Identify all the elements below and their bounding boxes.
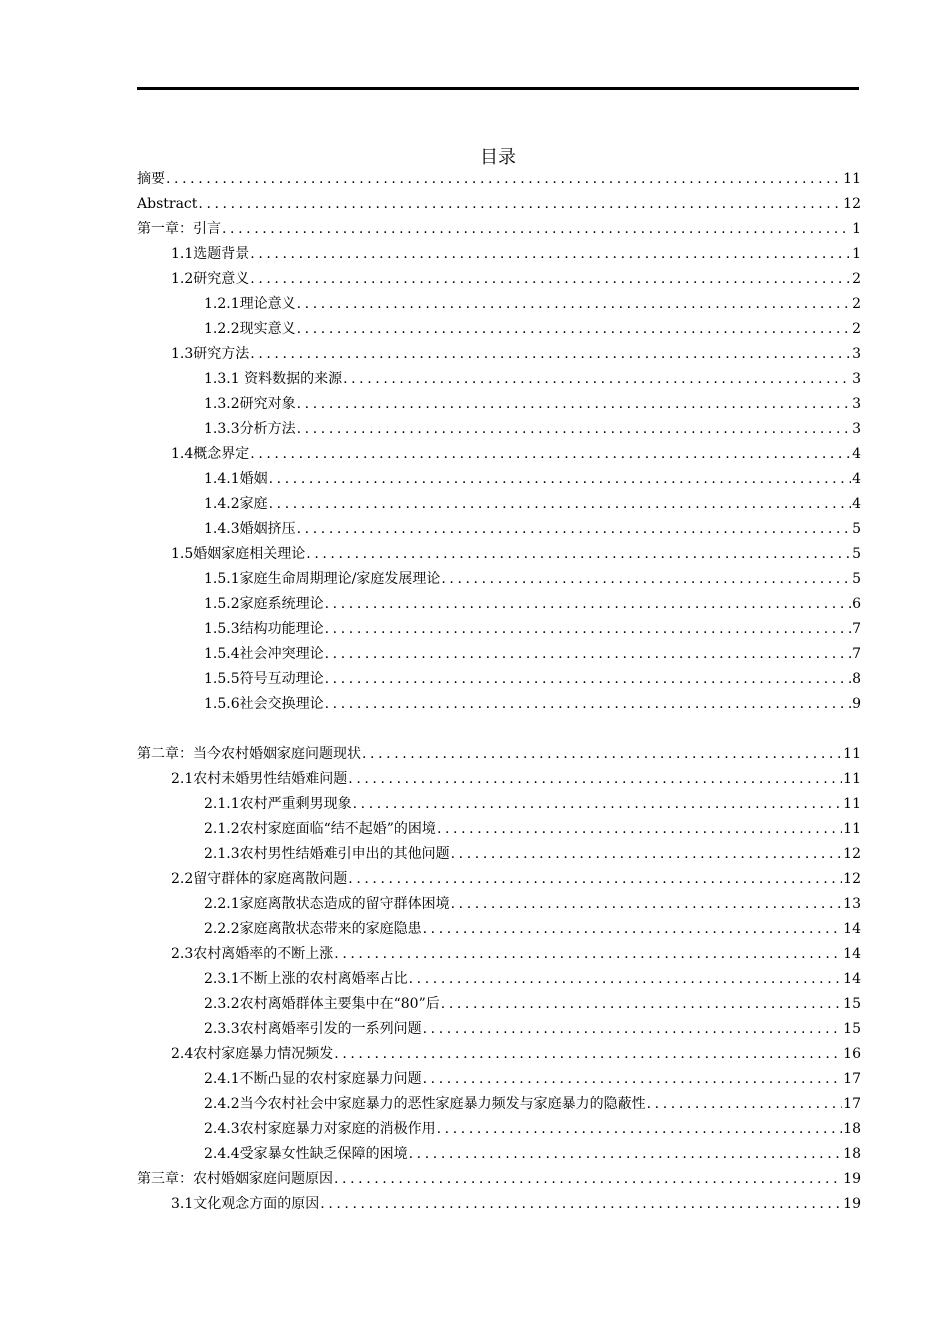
toc-entry[interactable] [137, 417, 861, 442]
toc-entry[interactable] [137, 1042, 861, 1067]
toc-leader-dots [297, 292, 851, 317]
toc-entry-page: 15 [843, 996, 861, 1012]
toc-entry[interactable] [137, 992, 861, 1017]
toc-entry-page: 11 [843, 771, 861, 787]
toc-entry-page: 19 [843, 1196, 861, 1212]
toc-leader-dots [348, 867, 842, 892]
toc-leader-dots [353, 792, 843, 817]
toc-entry-title: 3.1文化观念方面的原因 [171, 1196, 320, 1212]
toc-entry-page: 14 [843, 971, 861, 987]
toc-leader-dots [343, 367, 851, 392]
toc-entry[interactable] [137, 1142, 861, 1167]
toc-entry-title: 1.3.2研究对象 [204, 396, 296, 412]
toc-leader-dots [441, 567, 851, 592]
toc-entry[interactable] [137, 792, 861, 817]
toc-entry-title: 2.1.3农村男性结婚难引申出的其他问题 [204, 846, 450, 862]
toc-entry-title: 2.1.2农村家庭面临“结不起婚”的困境 [204, 821, 436, 837]
toc-entry-page: 14 [843, 921, 861, 937]
toc-leader-dots [325, 667, 851, 692]
toc-entry-page: 11 [843, 171, 861, 187]
toc-entry-page: 17 [843, 1096, 861, 1112]
toc-leader-dots [423, 1017, 843, 1042]
toc-entry-page: 1 [852, 246, 861, 262]
toc-entry-page: 3 [852, 396, 861, 412]
toc-entry-page: 18 [843, 1121, 861, 1137]
toc-entry-page: 6 [852, 596, 861, 612]
toc-entry[interactable] [137, 767, 861, 792]
toc-leader-dots [222, 217, 851, 242]
toc-entry-page: 1 [852, 221, 861, 237]
toc-leader-dots [250, 442, 851, 467]
toc-entry-page: 19 [843, 1171, 861, 1187]
toc-entry-title: 1.4.1婚姻 [204, 471, 268, 487]
toc-leader-dots [250, 242, 851, 267]
toc-entry-title: 2.2.1家庭离散状态造成的留守群体困境 [204, 896, 450, 912]
toc-entry-page: 5 [852, 571, 861, 587]
toc-leader-dots [325, 617, 851, 642]
toc-entry-page: 3 [852, 346, 861, 362]
toc-leader-dots [348, 767, 842, 792]
toc-entry-title: 1.5.4社会冲突理论 [204, 646, 324, 662]
toc-entry-title: 2.4农村家庭暴力情况频发 [171, 1046, 334, 1062]
toc-entry[interactable] [137, 217, 861, 242]
toc-leader-dots [269, 467, 851, 492]
toc-leader-dots [423, 1067, 843, 1092]
toc-leader-dots [306, 542, 851, 567]
toc-entry-page: 3 [852, 421, 861, 437]
toc-entry[interactable] [137, 317, 861, 342]
toc-entry-title: 1.5.6社会交换理论 [204, 696, 324, 712]
toc-entry-title: 1.5.1家庭生命周期理论/家庭发展理论 [204, 571, 441, 587]
toc-entry[interactable] [137, 817, 861, 842]
toc-entry[interactable] [137, 1167, 861, 1192]
toc-entry-page: 9 [852, 696, 861, 712]
toc-entry[interactable] [137, 592, 861, 617]
toc-entry-page: 16 [843, 1046, 861, 1062]
toc-entry-page: 15 [843, 1021, 861, 1037]
toc-entry[interactable] [137, 942, 861, 967]
toc-entry-page: 17 [843, 1071, 861, 1087]
toc-entry-title: 2.4.2当今农村社会中家庭暴力的恶性家庭暴力频发与家庭暴力的隐蔽性 [204, 1096, 646, 1112]
toc-entry-title: 2.3.2农村离婚群体主要集中在“80”后 [204, 996, 440, 1012]
toc-entry[interactable] [137, 467, 861, 492]
toc-entry-page: 4 [852, 496, 861, 512]
toc-entry[interactable] [137, 642, 861, 667]
toc-leader-dots [250, 267, 851, 292]
toc-leader-dots [325, 642, 851, 667]
toc-leader-dots [325, 592, 851, 617]
table-of-contents [137, 167, 861, 1217]
toc-entry-page: 7 [852, 646, 861, 662]
toc-entry[interactable] [137, 1117, 861, 1142]
toc-leader-dots [451, 892, 843, 917]
toc-entry-page: 4 [852, 471, 861, 487]
toc-entry-title: 1.4概念界定 [171, 446, 250, 462]
header-rule [137, 87, 859, 90]
toc-entry-title: 1.3.3分析方法 [204, 421, 296, 437]
toc-entry[interactable] [137, 442, 861, 467]
toc-entry-page: 2 [852, 271, 861, 287]
toc-entry-title: 1.2.1理论意义 [204, 296, 296, 312]
toc-entry-title: 2.2留守群体的家庭离散问题 [171, 871, 348, 887]
toc-leader-dots [423, 917, 843, 942]
toc-entry-title: 2.1.1农村严重剩男现象 [204, 796, 352, 812]
toc-entry[interactable] [137, 367, 861, 392]
toc-entry-title: 第三章：农村婚姻家庭问题原因 [137, 1171, 333, 1187]
toc-entry-title: 2.4.3农村家庭暴力对家庭的消极作用 [204, 1121, 436, 1137]
toc-entry-page: 4 [852, 446, 861, 462]
toc-entry[interactable] [137, 692, 861, 717]
toc-entry-page: 2 [852, 321, 861, 337]
toc-entry-title: 第一章：引言 [137, 221, 221, 237]
toc-entry-title: 1.4.3婚姻挤压 [204, 521, 296, 537]
toc-entry[interactable] [137, 167, 861, 192]
toc-entry-title: 1.3.1 资料数据的来源 [204, 371, 343, 387]
toc-entry[interactable] [137, 842, 861, 867]
toc-leader-dots [297, 317, 851, 342]
toc-entry[interactable] [137, 1067, 861, 1092]
toc-entry-page: 8 [852, 671, 861, 687]
toc-entry-title: 1.5.5符号互动理论 [204, 671, 324, 687]
toc-leader-dots [441, 992, 842, 1017]
toc-entry-page: 11 [843, 746, 861, 762]
toc-leader-dots [320, 1192, 842, 1217]
toc-entry-title: 1.1选题背景 [171, 246, 250, 262]
toc-entry-page: 12 [843, 196, 861, 212]
toc-entry[interactable] [137, 242, 861, 267]
toc-entry-page: 14 [843, 946, 861, 962]
toc-entry-title: 2.3农村离婚率的不断上涨 [171, 946, 334, 962]
toc-entry-title: 1.5.2家庭系统理论 [204, 596, 324, 612]
toc-leader-dots [325, 692, 851, 717]
toc-entry-title: Abstract [137, 196, 198, 212]
toc-entry-title: 第二章：当今农村婚姻家庭问题现状 [137, 746, 361, 762]
toc-leader-dots [437, 817, 842, 842]
toc-entry-page: 7 [852, 621, 861, 637]
toc-entry[interactable] [137, 1092, 861, 1117]
toc-entry[interactable] [137, 517, 861, 542]
toc-entry[interactable] [137, 892, 861, 917]
toc-entry[interactable] [137, 1192, 861, 1217]
toc-leader-dots [362, 742, 842, 767]
toc-entry-title: 1.3研究方法 [171, 346, 250, 362]
toc-entry-title: 2.3.1不断上涨的农村离婚率占比 [204, 971, 408, 987]
toc-entry-title: 2.4.4受家暴女性缺乏保障的困境 [204, 1146, 408, 1162]
toc-entry-page: 11 [843, 796, 861, 812]
toc-leader-dots [437, 1117, 843, 1142]
toc-leader-dots [647, 1092, 843, 1117]
toc-leader-dots [409, 1142, 843, 1167]
toc-entry-page: 12 [843, 871, 861, 887]
toc-entry[interactable] [137, 667, 861, 692]
toc-entry-title: 2.2.2家庭离散状态带来的家庭隐患 [204, 921, 422, 937]
toc-leader-dots [409, 967, 843, 992]
toc-title: 目录 [480, 147, 516, 168]
toc-entry[interactable] [137, 967, 861, 992]
toc-leader-dots [297, 392, 851, 417]
toc-entry-title: 1.5.3结构功能理论 [204, 621, 324, 637]
toc-entry[interactable] [137, 617, 861, 642]
toc-leader-dots [451, 842, 843, 867]
toc-entry-page: 5 [852, 521, 861, 537]
toc-leader-dots [334, 1042, 842, 1067]
toc-entry-title: 2.3.3农村离婚率引发的一系列问题 [204, 1021, 422, 1037]
toc-entry[interactable] [137, 342, 861, 367]
toc-entry[interactable] [137, 917, 861, 942]
toc-entry-title: 1.2.2现实意义 [204, 321, 296, 337]
toc-leader-dots [297, 417, 851, 442]
toc-entry[interactable] [137, 542, 861, 567]
toc-entry-title: 1.4.2家庭 [204, 496, 268, 512]
toc-entry-page: 2 [852, 296, 861, 312]
toc-entry[interactable] [137, 492, 861, 517]
toc-entry[interactable] [137, 867, 861, 892]
toc-entry-page: 12 [843, 846, 861, 862]
toc-entry-title: 摘要 [137, 171, 165, 187]
toc-entry[interactable] [137, 1017, 861, 1042]
toc-leader-dots [334, 942, 842, 967]
toc-leader-dots [334, 1167, 842, 1192]
toc-entry[interactable] [137, 292, 861, 317]
toc-leader-dots [297, 517, 851, 542]
toc-entry-title: 2.4.1不断凸显的农村家庭暴力问题 [204, 1071, 422, 1087]
toc-entry-page: 13 [843, 896, 861, 912]
toc-entry[interactable] [137, 567, 861, 592]
toc-entry[interactable] [137, 742, 861, 767]
toc-entry-page: 11 [843, 821, 861, 837]
toc-entry-page: 18 [843, 1146, 861, 1162]
toc-entry-title: 1.5婚姻家庭相关理论 [171, 546, 306, 562]
toc-entry[interactable] [137, 267, 861, 292]
toc-entry-page: 3 [852, 371, 861, 387]
toc-leader-dots [250, 342, 851, 367]
toc-leader-dots [269, 492, 851, 517]
toc-leader-dots [198, 192, 842, 217]
toc-entry[interactable] [137, 392, 861, 417]
toc-entry[interactable] [137, 192, 861, 217]
toc-entry-page: 5 [852, 546, 861, 562]
toc-entry-title: 1.2研究意义 [171, 271, 250, 287]
toc-entry-title: 2.1农村未婚男性结婚难问题 [171, 771, 348, 787]
toc-leader-dots [166, 167, 842, 192]
